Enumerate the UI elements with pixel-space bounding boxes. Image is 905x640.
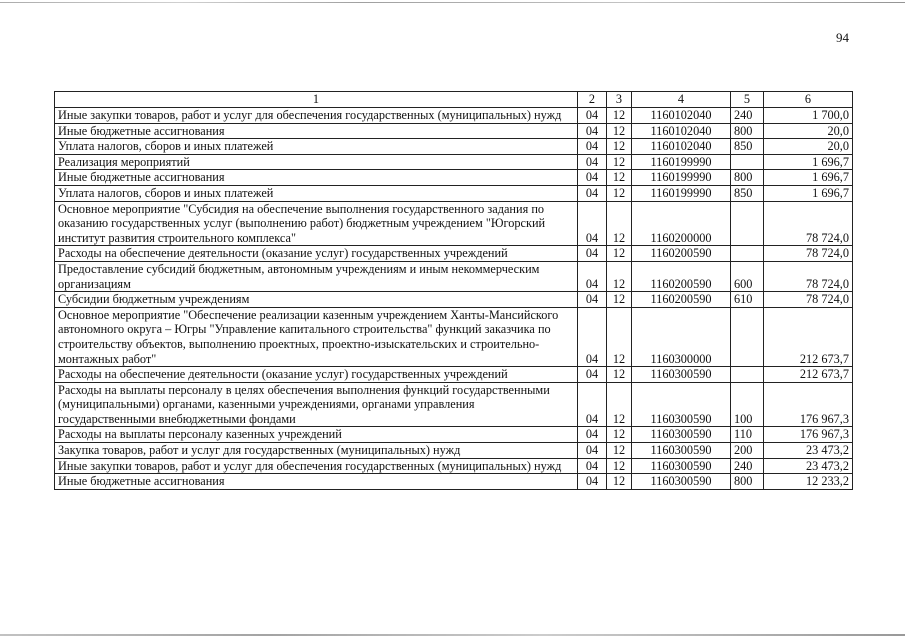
table-row [55, 246, 853, 262]
row-amount: 176 967,3 [764, 427, 853, 443]
row-amount: 212 673,7 [764, 307, 853, 366]
row-subsection: 12 [607, 307, 632, 366]
row-section: 04 [578, 427, 607, 443]
row-target-code: 1160102040 [632, 108, 731, 124]
row-subsection: 12 [607, 458, 632, 474]
row-name: Реализация мероприятий [55, 154, 578, 170]
column-header: 1 [55, 92, 578, 108]
row-amount: 176 967,3 [764, 382, 853, 427]
row-expense-type: 800 [731, 474, 764, 490]
row-section: 04 [578, 443, 607, 459]
table-row [55, 307, 853, 366]
column-header: 2 [578, 92, 607, 108]
row-target-code: 1160300590 [632, 443, 731, 459]
row-expense-type [731, 201, 764, 246]
column-header: 4 [632, 92, 731, 108]
page-number: 94 [836, 30, 849, 45]
row-section: 04 [578, 307, 607, 366]
row-expense-type [731, 246, 764, 262]
row-section: 04 [578, 261, 607, 291]
row-expense-type: 200 [731, 443, 764, 459]
row-target-code: 1160102040 [632, 123, 731, 139]
row-target-code: 1160200590 [632, 261, 731, 291]
row-amount: 1 696,7 [764, 185, 853, 201]
row-target-code: 1160200590 [632, 292, 731, 308]
row-subsection: 12 [607, 367, 632, 383]
row-name: Уплата налогов, сборов и иных платежей [55, 185, 578, 201]
row-subsection: 12 [607, 427, 632, 443]
row-target-code: 1160300590 [632, 382, 731, 427]
row-section: 04 [578, 292, 607, 308]
table-row [55, 185, 853, 201]
table-row [55, 261, 853, 291]
row-name: Основное мероприятие "Субсидия на обеспечение выполнения государственного задания по оказанию государственных услуг (выполнению работ) бюджетным учреждением "Югорский институт развития строительного комплекса" [55, 201, 578, 246]
row-expense-type: 800 [731, 123, 764, 139]
row-name: Закупка товаров, работ и услуг для государственных (муниципальных) нужд [55, 443, 578, 459]
table-row [55, 427, 853, 443]
row-name: Расходы на обеспечение деятельности (оказание услуг) государственных учреждений [55, 246, 578, 262]
table-row [55, 382, 853, 427]
row-amount: 20,0 [764, 123, 853, 139]
row-expense-type [731, 307, 764, 366]
row-subsection: 12 [607, 474, 632, 490]
table-row [55, 123, 853, 139]
row-expense-type: 110 [731, 427, 764, 443]
row-subsection: 12 [607, 170, 632, 186]
row-amount: 1 696,7 [764, 154, 853, 170]
scan-edge-bottom [0, 634, 905, 636]
row-name: Основное мероприятие "Обеспечение реализации казенным учреждением Ханты-Мансийского автономного округа – Югры "Управление капитального строительства" функций заказчика по строительству объектов, выполнению проектных, проектно-изыскательских и строительно-монтажных работ" [55, 307, 578, 366]
budget-table [54, 91, 853, 490]
row-amount: 78 724,0 [764, 246, 853, 262]
row-target-code: 1160300000 [632, 307, 731, 366]
row-amount: 1 700,0 [764, 108, 853, 124]
row-section: 04 [578, 201, 607, 246]
row-section: 04 [578, 170, 607, 186]
row-expense-type: 850 [731, 139, 764, 155]
row-target-code: 1160300590 [632, 458, 731, 474]
row-name: Предоставление субсидий бюджетным, автономным учреждениям и иным некоммерческим организациям [55, 261, 578, 291]
row-target-code: 1160102040 [632, 139, 731, 155]
row-amount: 212 673,7 [764, 367, 853, 383]
column-header: 6 [764, 92, 853, 108]
row-target-code: 1160199990 [632, 170, 731, 186]
row-amount: 78 724,0 [764, 201, 853, 246]
row-amount: 78 724,0 [764, 261, 853, 291]
row-amount: 23 473,2 [764, 458, 853, 474]
row-expense-type [731, 154, 764, 170]
column-header: 3 [607, 92, 632, 108]
row-amount: 12 233,2 [764, 474, 853, 490]
row-subsection: 12 [607, 108, 632, 124]
row-expense-type: 240 [731, 458, 764, 474]
row-name: Иные бюджетные ассигнования [55, 474, 578, 490]
row-target-code: 1160300590 [632, 427, 731, 443]
row-amount: 23 473,2 [764, 443, 853, 459]
row-subsection: 12 [607, 443, 632, 459]
row-name: Расходы на выплаты персоналу казенных учреждений [55, 427, 578, 443]
row-expense-type: 600 [731, 261, 764, 291]
scan-edge-top [0, 2, 905, 3]
row-target-code: 1160200000 [632, 201, 731, 246]
row-subsection: 12 [607, 185, 632, 201]
row-name: Расходы на обеспечение деятельности (оказание услуг) государственных учреждений [55, 367, 578, 383]
row-subsection: 12 [607, 292, 632, 308]
row-name: Расходы на выплаты персоналу в целях обеспечения выполнения функций государственными (муниципальными) органами, казенными учреждениями, органами управления государственными внебюджетными фондами [55, 382, 578, 427]
row-section: 04 [578, 474, 607, 490]
row-target-code: 1160300590 [632, 367, 731, 383]
row-subsection: 12 [607, 154, 632, 170]
row-amount: 20,0 [764, 139, 853, 155]
row-subsection: 12 [607, 382, 632, 427]
table-row [55, 458, 853, 474]
row-target-code: 1160300590 [632, 474, 731, 490]
row-subsection: 12 [607, 246, 632, 262]
table-row [55, 292, 853, 308]
row-name: Иные бюджетные ассигнования [55, 123, 578, 139]
row-target-code: 1160200590 [632, 246, 731, 262]
table-row [55, 139, 853, 155]
table-row [55, 474, 853, 490]
row-name: Иные бюджетные ассигнования [55, 170, 578, 186]
row-expense-type: 610 [731, 292, 764, 308]
row-expense-type: 800 [731, 170, 764, 186]
table-row [55, 170, 853, 186]
row-subsection: 12 [607, 139, 632, 155]
table-row [55, 154, 853, 170]
row-amount: 78 724,0 [764, 292, 853, 308]
row-section: 04 [578, 367, 607, 383]
column-header: 5 [731, 92, 764, 108]
row-expense-type: 240 [731, 108, 764, 124]
row-target-code: 1160199990 [632, 154, 731, 170]
row-name: Иные закупки товаров, работ и услуг для обеспечения государственных (муниципальных) нужд [55, 458, 578, 474]
row-section: 04 [578, 185, 607, 201]
row-section: 04 [578, 382, 607, 427]
row-subsection: 12 [607, 201, 632, 246]
table-row [55, 443, 853, 459]
table-row [55, 367, 853, 383]
row-name: Иные закупки товаров, работ и услуг для обеспечения государственных (муниципальных) нужд [55, 108, 578, 124]
row-expense-type: 100 [731, 382, 764, 427]
row-subsection: 12 [607, 123, 632, 139]
row-amount: 1 696,7 [764, 170, 853, 186]
row-section: 04 [578, 246, 607, 262]
row-expense-type [731, 367, 764, 383]
row-subsection: 12 [607, 261, 632, 291]
table-row [55, 108, 853, 124]
row-target-code: 1160199990 [632, 185, 731, 201]
row-section: 04 [578, 458, 607, 474]
row-section: 04 [578, 154, 607, 170]
row-name: Уплата налогов, сборов и иных платежей [55, 139, 578, 155]
row-name: Субсидии бюджетным учреждениям [55, 292, 578, 308]
row-section: 04 [578, 108, 607, 124]
row-section: 04 [578, 139, 607, 155]
table-row [55, 201, 853, 246]
table-header-row [55, 92, 853, 108]
row-expense-type: 850 [731, 185, 764, 201]
row-section: 04 [578, 123, 607, 139]
